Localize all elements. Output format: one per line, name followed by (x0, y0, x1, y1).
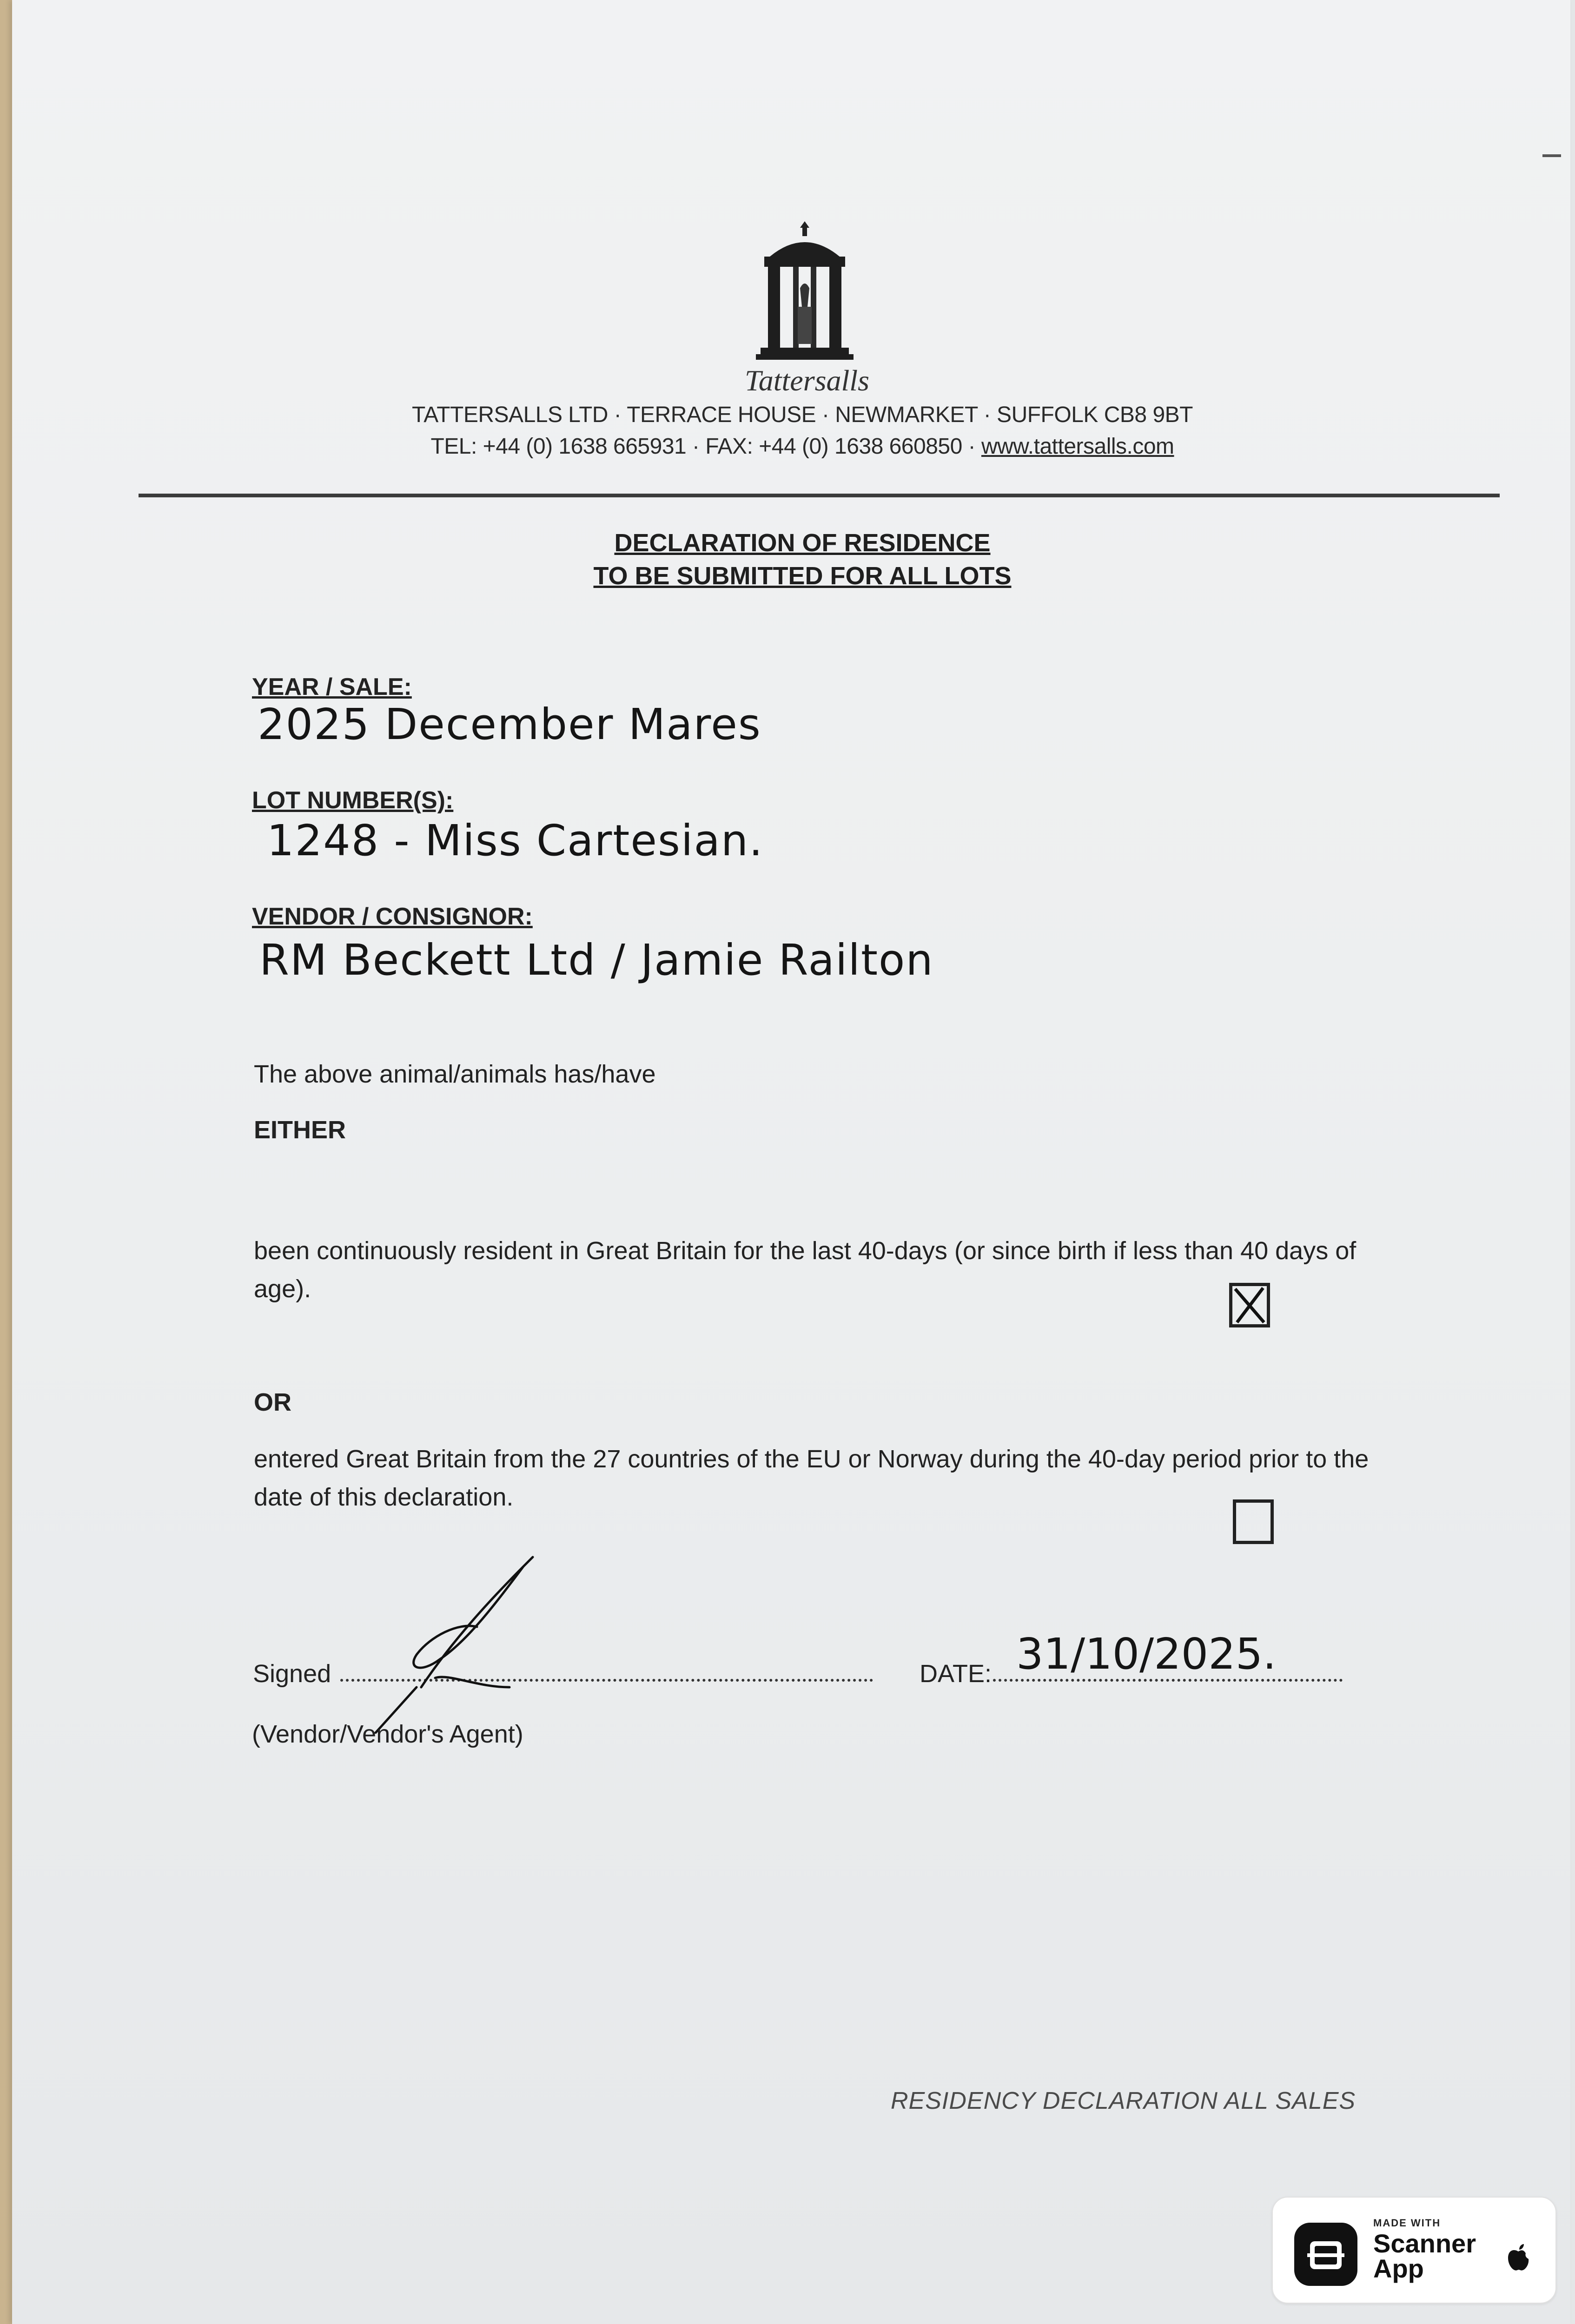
vendor-label: VENDOR / CONSIGNOR: (252, 903, 533, 930)
scan-mark (1542, 154, 1561, 157)
scanner-app-badge (1272, 2197, 1556, 2304)
header-rule (139, 494, 1500, 497)
document-page (12, 0, 1570, 2324)
signed-label: Signed (253, 1660, 331, 1688)
badge-app-name: Scanner App (1373, 2229, 1476, 2283)
year-sale-label: YEAR / SALE: (252, 673, 412, 700)
option1-checkbox[interactable] (1229, 1283, 1270, 1327)
agent-label: (Vendor/Vendor's Agent) (252, 1720, 523, 1748)
vendor-value[interactable]: RM Beckett Ltd / Jamie Railton (259, 935, 934, 985)
contact-line (338, 434, 1267, 459)
paper-edge (0, 0, 12, 2324)
tattersalls-logo-icon (751, 218, 858, 367)
document-subtitle: TO BE SUBMITTED FOR ALL LOTS (593, 562, 1012, 590)
date-line[interactable] (993, 1679, 1343, 1682)
check-cross-icon (1232, 1286, 1267, 1324)
lot-number-value[interactable]: 1248 - Miss Cartesian. (267, 816, 764, 865)
statement-intro: The above animal/animals has/have (254, 1060, 656, 1088)
address-line: TATTERSALLS LTD · TERRACE HOUSE · NEWMARKET · SUFFOLK CB8 9BT (412, 403, 1193, 427)
document-title: DECLARATION OF RESIDENCE (614, 529, 991, 557)
website-link[interactable]: www.tattersalls.com (981, 434, 1174, 459)
apple-icon (1505, 2243, 1531, 2273)
phone-fax: TEL: +44 (0) 1638 665931 · FAX: +44 (0) 1638 660850 · (430, 434, 981, 459)
brand-name: Tattersalls (745, 364, 869, 397)
year-sale-value[interactable]: 2025 December Mares (258, 700, 761, 749)
option1-text: been continuously resident in Great Britain for the last 40-days (or since birth if less than 40 days of age). (254, 1237, 1357, 1303)
option2-text: entered Great Britain from the 27 countries of the EU or Norway during the 40-day period prior to the date of this declaration. (254, 1445, 1369, 1511)
lot-number-label: LOT NUMBER(S): (252, 787, 454, 814)
or-label: OR (254, 1388, 291, 1416)
date-value[interactable]: 31/10/2025. (1016, 1629, 1277, 1679)
option2-checkbox[interactable] (1233, 1499, 1274, 1544)
footer-reference: RESIDENCY DECLARATION ALL SALES (891, 2087, 1356, 2114)
date-label: DATE: (920, 1660, 992, 1688)
scanner-app-icon (1294, 2223, 1357, 2286)
either-label: EITHER (254, 1116, 346, 1144)
badge-caption: MADE WITH (1373, 2217, 1441, 2229)
handwritten-signature (365, 1548, 551, 1734)
